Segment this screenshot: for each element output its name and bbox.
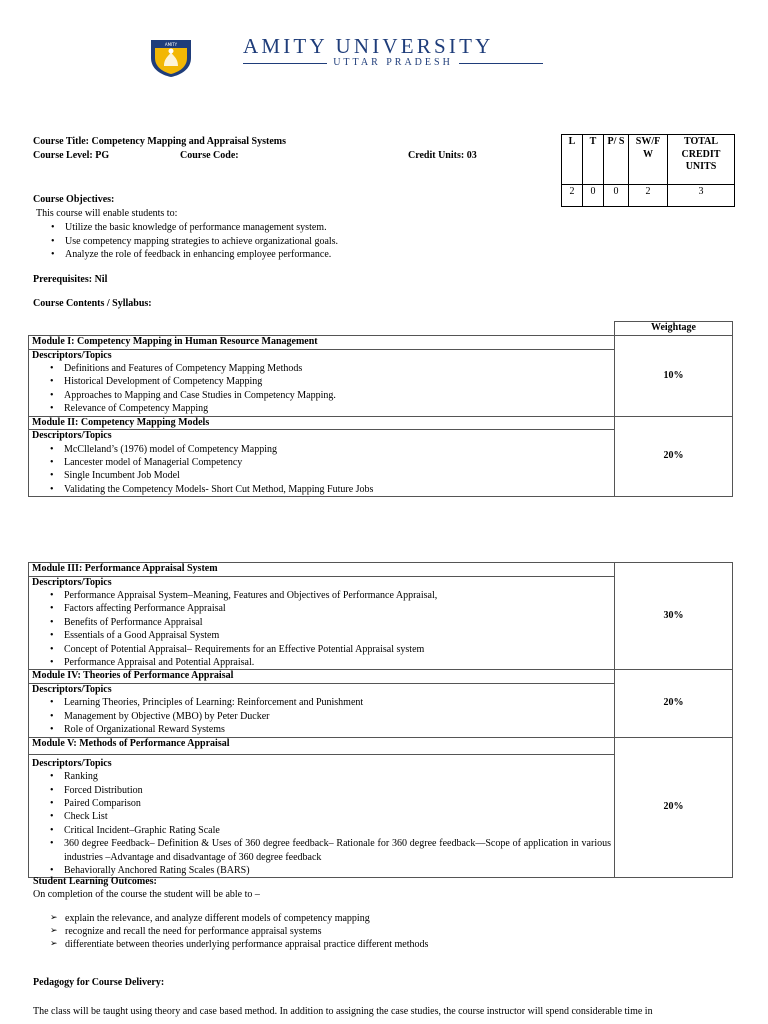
- list-item: • Validating the Competency Models- Short Cut Method, Mapping Future Jobs: [32, 483, 611, 496]
- syllabus-table-2: [28, 562, 733, 878]
- campus-line: [243, 57, 543, 69]
- module-topics: [29, 576, 615, 670]
- descriptor-label: Descriptors/Topics: [32, 757, 112, 769]
- syllabus-table-1: [28, 321, 733, 497]
- objectives-intro: This course will enable students to:: [36, 208, 178, 219]
- list-item: • Analyze the role of feedback in enhancing employee performance.: [33, 248, 338, 262]
- list-item: • Paired Comparison: [32, 797, 611, 810]
- list-item: • Definitions and Features of Competency Mapping Methods: [32, 362, 611, 375]
- credit-header-cell: TOTAL CREDIT UNITS: [668, 135, 735, 185]
- credit-value-cell: 0: [583, 185, 604, 207]
- list-item: • Performance Appraisal System–Meaning, Features and Objectives of Performance Appraisal,: [32, 589, 611, 602]
- module-title: Module III: Performance Appraisal System: [29, 563, 615, 577]
- divider: [243, 63, 327, 64]
- blank-cell: [29, 322, 615, 336]
- credit-value-cell: 3: [668, 185, 735, 207]
- campus-name: UTTAR PRADESH: [333, 56, 453, 68]
- list-item: • Factors affecting Performance Appraisal: [32, 602, 611, 615]
- university-crest-logo: [147, 32, 195, 78]
- credit-header-cell: P/ S: [604, 135, 629, 185]
- module-topics: [29, 349, 615, 416]
- course-level: Course Level: PG: [33, 150, 110, 161]
- topics-list: [32, 443, 611, 497]
- university-name: AMITY UNIVERSITY: [243, 34, 494, 58]
- list-item: • Management by Objective (MBO) by Peter Ducker: [32, 710, 611, 723]
- pedagogy-heading: Pedagogy for Course Delivery:: [33, 977, 165, 988]
- list-item: • Role of Organizational Reward Systems: [32, 723, 611, 736]
- topics-list: [32, 770, 611, 877]
- module-weight: 20%: [615, 416, 733, 497]
- list-item: • Approaches to Mapping and Case Studies in Competency Mapping.: [32, 389, 611, 402]
- descriptor-label: Descriptors/Topics: [32, 683, 112, 695]
- outcomes-heading: Student Learning Outcomes:: [33, 876, 157, 887]
- list-item: • Behaviorally Anchored Rating Scales (BARS): [32, 864, 611, 877]
- module-topics: [29, 683, 615, 737]
- module-topics: [29, 754, 615, 878]
- course-code: Course Code:: [180, 150, 239, 161]
- module-weight: 10%: [615, 336, 733, 417]
- list-item: • Forced Distribution: [32, 784, 611, 797]
- list-item: • Essentials of a Good Appraisal System: [32, 629, 611, 642]
- topics-list: [32, 362, 611, 416]
- contents-heading: Course Contents / Syllabus:: [33, 298, 152, 309]
- list-item: • Concept of Potential Appraisal– Requirements for an Effective Potential Appraisal system: [32, 643, 611, 656]
- list-item: • Single Incumbent Job Model: [32, 469, 611, 482]
- list-item: ➢ differentiate between theories underlying performance appraisal practice different methods: [33, 938, 428, 951]
- objectives-heading: Course Objectives:: [33, 194, 115, 205]
- module-title: Module V: Methods of Performance Appraisal: [29, 737, 615, 754]
- list-item: • Use competency mapping strategies to achieve organizational goals.: [33, 235, 338, 249]
- list-item: • Relevance of Competency Mapping: [32, 402, 611, 415]
- list-item: • McClleland’s (1976) model of Competency Mapping: [32, 443, 611, 456]
- credit-header-cell: L: [562, 135, 583, 185]
- module-topics: [29, 430, 615, 497]
- module-title: Module IV: Theories of Performance Appraisal: [29, 670, 615, 684]
- descriptor-label: Descriptors/Topics: [32, 349, 112, 361]
- topics-list: [32, 696, 611, 736]
- course-title: Course Title: Competency Mapping and Appraisal Systems: [33, 136, 286, 147]
- module-title: Module II: Competency Mapping Models: [29, 416, 615, 430]
- list-item: • Lancester model of Managerial Competency: [32, 456, 611, 469]
- divider: [459, 63, 543, 64]
- list-item: • Performance Appraisal and Potential Appraisal.: [32, 656, 611, 669]
- list-item: • Critical Incident–Graphic Rating Scale: [32, 824, 611, 837]
- objectives-list: [33, 221, 338, 262]
- pedagogy-text: The class will be taught using theory and case based method. In addition to assigning the case studies, the course instructor will spend considerable time in: [33, 1006, 653, 1017]
- module-weight: 20%: [615, 670, 733, 737]
- list-item: ➢ recognize and recall the need for performance appraisal systems: [33, 925, 428, 938]
- list-item: ➢ explain the relevance, and analyze different models of competency mapping: [33, 912, 428, 925]
- credit-value-cell: 2: [562, 185, 583, 207]
- module-weight: 20%: [615, 737, 733, 878]
- topics-list: [32, 589, 611, 669]
- list-item: • Check List: [32, 810, 611, 823]
- credit-value-cell: 2: [629, 185, 668, 207]
- prerequisites: Prerequisites: Nil: [33, 274, 108, 285]
- credit-table: [561, 134, 735, 207]
- credit-units: Credit Units: 03: [408, 150, 477, 161]
- descriptor-label: Descriptors/Topics: [32, 576, 112, 588]
- list-item: • Benefits of Performance Appraisal: [32, 616, 611, 629]
- list-item: • 360 degree Feedback– Definition & Uses of 360 degree feedback– Rationale for 360 degree feedback—Scope of application in various industries –Advantage and disadvantage of 360 degree feedback: [32, 837, 611, 864]
- descriptor-label: Descriptors/Topics: [32, 430, 112, 442]
- weightage-header: Weightage: [615, 322, 733, 336]
- credit-value-cell: 0: [604, 185, 629, 207]
- module-title: Module I: Competency Mapping in Human Resource Management: [29, 336, 615, 350]
- module-weight: 30%: [615, 563, 733, 670]
- outcomes-intro: On completion of the course the student will be able to –: [33, 889, 260, 900]
- outcomes-list: [33, 912, 428, 951]
- credit-header-cell: SW/F W: [629, 135, 668, 185]
- list-item: • Historical Development of Competency Mapping: [32, 375, 611, 388]
- list-item: • Ranking: [32, 770, 611, 783]
- list-item: • Learning Theories, Principles of Learning: Reinforcement and Punishment: [32, 696, 611, 709]
- list-item: • Utilize the basic knowledge of performance management system.: [33, 221, 338, 235]
- credit-header-cell: T: [583, 135, 604, 185]
- crest-lettering: AMITY: [164, 42, 178, 47]
